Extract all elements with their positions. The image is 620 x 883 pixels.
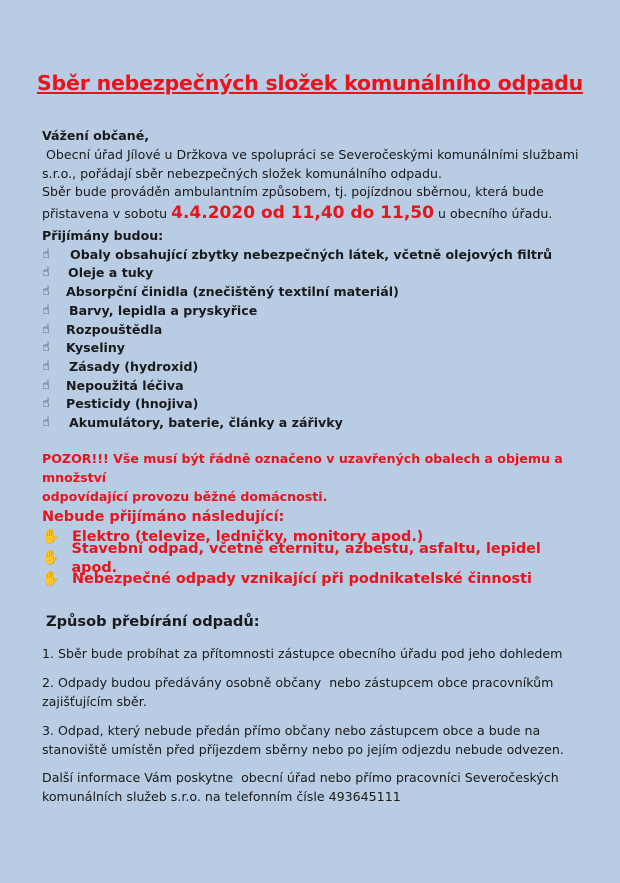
intro-line-3: Sběr bude prováděn ambulantním způsobem, tj. pojízdnou sběrnou, která bude	[42, 184, 544, 200]
event-time: od 11,40 do 11,50	[255, 203, 434, 224]
accepted-list	[42, 246, 582, 433]
list-item: ☝ Kyseliny	[42, 339, 582, 358]
hand-pointing-icon: ☝	[42, 265, 50, 281]
method-step-2: 2. Odpady budou předávány osobně občany nebo zástupcem obce pracovníkům zajišťujícím sběr.	[42, 675, 554, 709]
list-item: ☝ Obaly obsahující zbytky nebezpečných látek, včetně olejových filtrů	[42, 246, 582, 265]
date-prefix: přistavena v sobotu	[42, 206, 172, 222]
intro-line-4	[42, 202, 582, 225]
method-step-3: 3. Odpad, který nebude předán přímo občany nebo zástupcem obce a bude na stanoviště umístěn před příjezdem sběrny nebo po jejím odjezdu nebude odvezen.	[42, 723, 564, 757]
list-item: ☝ Barvy, lepidla a pryskyřice	[42, 302, 582, 321]
hand-pointing-icon: ☝	[42, 396, 50, 412]
list-item: ✋ Nebezpečné odpady vznikající při podnikatelské činnosti	[42, 571, 532, 588]
intro-block	[42, 127, 582, 225]
list-item: ☝ Akumulátory, baterie, články a zářivky	[42, 414, 582, 433]
list-item: ☝ Rozpouštědla	[42, 321, 582, 340]
warning-block	[42, 450, 582, 506]
hand-pointing-icon: ☝	[42, 358, 50, 374]
hand-pointing-icon: ☝	[42, 414, 50, 430]
method-step-1: 1. Sběr bude probíhat za přítomnosti zástupce obecního úřadu pod jeho dohledem	[42, 646, 563, 661]
list-item: ☝ Oleje a tuky	[42, 264, 582, 283]
accepted-heading: Přijímány budou:	[42, 228, 164, 243]
list-item: ✋ Stavební odpad, včetně eternitu, azbestu, asfaltu, lepidel apod.	[42, 540, 541, 576]
warning-line-1: POZOR!!! Vše musí být řádně označeno v uzavřených obalech a objemu a množství	[42, 451, 563, 485]
list-item: ☝ Absorpční činidla (znečištěný textilní materiál)	[42, 283, 582, 302]
warning-line-2: odpovídající provozu běžné domácnosti.	[42, 488, 328, 504]
hand-palm-icon: ✋	[42, 550, 60, 567]
footer-info: Další informace Vám poskytne obecní úřad nebo přímo pracovníci Severočeských komunálních služeb s.r.o. na telefonním čísle 493645111	[42, 770, 559, 804]
accepted-block	[42, 227, 582, 433]
hand-pointing-icon: ☝	[42, 321, 50, 337]
hand-pointing-icon: ☝	[42, 284, 50, 300]
hand-pointing-icon: ☝	[42, 302, 50, 318]
event-date: 4.4.2020	[171, 203, 256, 224]
intro-line-1: Obecní úřad Jílové u Držkova ve spolupráci se Severočeskými komunálními službami	[42, 146, 579, 162]
list-item: ☝ Zásady (hydroxid)	[42, 358, 582, 377]
hand-pointing-icon: ☝	[42, 377, 50, 393]
hand-pointing-icon: ☝	[42, 246, 50, 262]
hand-palm-icon: ✋	[42, 529, 60, 546]
page-title: Sběr nebezpečných složek komunálního odpadu	[36, 71, 584, 95]
method-heading-block	[46, 613, 586, 632]
rejected-block	[42, 507, 582, 590]
method-heading: Způsob přebírání odpadů:	[46, 613, 260, 630]
hand-palm-icon: ✋	[42, 571, 60, 588]
date-suffix: u obecního úřadu.	[433, 206, 553, 222]
hand-pointing-icon: ☝	[42, 340, 50, 356]
list-item: ☝ Nepoužitá léčiva	[42, 377, 582, 396]
list-item: ☝ Pesticidy (hnojiva)	[42, 395, 582, 414]
rejected-heading: Nebude přijímáno následující:	[42, 509, 285, 525]
greeting: Vážení občané,	[42, 128, 150, 143]
intro-line-2: s.r.o., pořádají sběr nebezpečných složek komunálního odpadu.	[42, 165, 442, 181]
rejected-list	[42, 527, 582, 590]
list-item: ✋ Elektro (televize, ledničky, monitory apod.)	[42, 529, 424, 546]
